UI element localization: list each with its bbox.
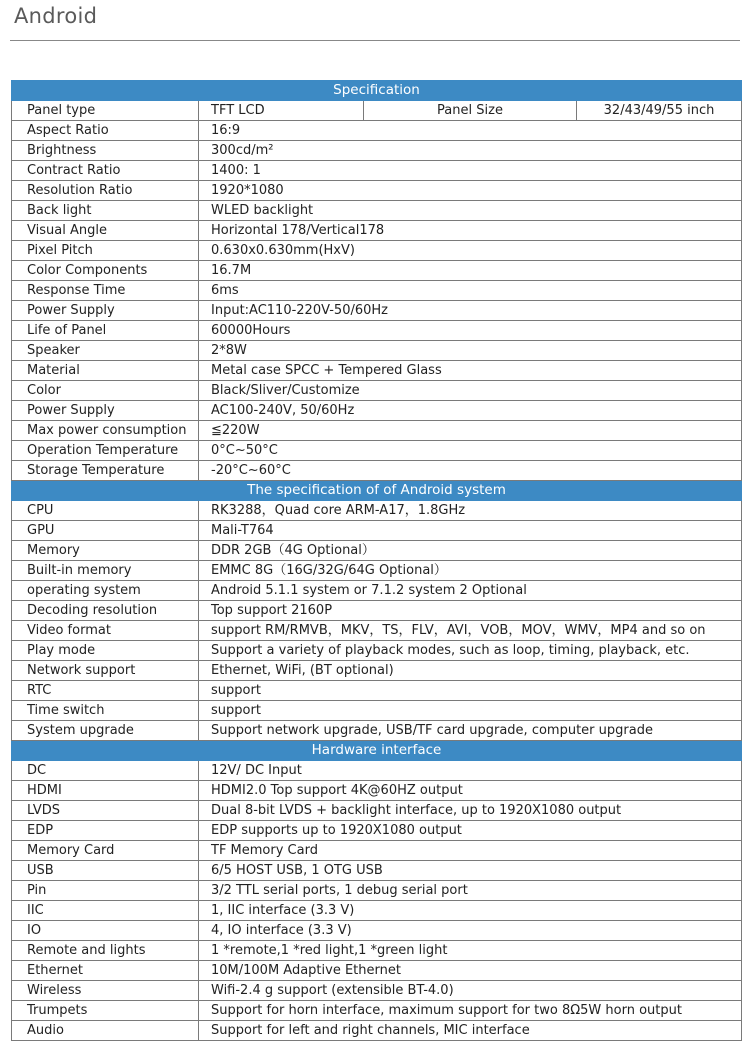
row-value: 3/2 TTL serial ports, 1 debug serial port xyxy=(199,881,742,901)
title-divider xyxy=(10,40,740,41)
row-label: Remote and lights xyxy=(12,941,199,961)
table-row xyxy=(12,261,742,281)
panel-size-label: Panel Size xyxy=(364,101,577,121)
table-row xyxy=(12,881,742,901)
row-value: 0°C~50°C xyxy=(199,441,742,461)
row-label: Speaker xyxy=(12,341,199,361)
table-row xyxy=(12,961,742,981)
table-row xyxy=(12,181,742,201)
row-value: 2*8W xyxy=(199,341,742,361)
row-label: Brightness xyxy=(12,141,199,161)
row-label: Visual Angle xyxy=(12,221,199,241)
row-label: Decoding resolution xyxy=(12,601,199,621)
row-label: Color Components xyxy=(12,261,199,281)
row-value: 0.630x0.630mm(HxV) xyxy=(199,241,742,261)
table-row xyxy=(12,1001,742,1021)
row-value: 12V/ DC Input xyxy=(199,761,742,781)
table-row xyxy=(12,981,742,1001)
row-value: 300cd/m² xyxy=(199,141,742,161)
row-label: EDP xyxy=(12,821,199,841)
row-label: Built-in memory xyxy=(12,561,199,581)
table-row xyxy=(12,761,742,781)
row-value: Support network upgrade, USB/TF card upgrade, computer upgrade xyxy=(199,721,742,741)
table-row-panel-type xyxy=(12,101,742,121)
table-row xyxy=(12,561,742,581)
row-label: Operation Temperature xyxy=(12,441,199,461)
row-label: Ethernet xyxy=(12,961,199,981)
table-row xyxy=(12,321,742,341)
row-label: Video format xyxy=(12,621,199,641)
row-label: Max power consumption xyxy=(12,421,199,441)
table-row xyxy=(12,381,742,401)
row-value: WLED backlight xyxy=(199,201,742,221)
row-value: Input:AC110-220V-50/60Hz xyxy=(199,301,742,321)
section-header-android-system xyxy=(12,481,742,501)
row-value: Mali-T764 xyxy=(199,521,742,541)
section-title: The specification of of Android system xyxy=(12,481,742,501)
row-value: -20°C~60°C xyxy=(199,461,742,481)
row-label: DC xyxy=(12,761,199,781)
row-value: 1920*1080 xyxy=(199,181,742,201)
table-row xyxy=(12,921,742,941)
row-label: Network support xyxy=(12,661,199,681)
row-label: Pixel Pitch xyxy=(12,241,199,261)
row-label: Pin xyxy=(12,881,199,901)
row-value: TF Memory Card xyxy=(199,841,742,861)
row-label: Time switch xyxy=(12,701,199,721)
row-label: Panel type xyxy=(12,101,199,121)
row-value: AC100-240V, 50/60Hz xyxy=(199,401,742,421)
table-row xyxy=(12,241,742,261)
row-value: Top support 2160P xyxy=(199,601,742,621)
row-value: support xyxy=(199,701,742,721)
table-row xyxy=(12,1021,742,1041)
spec-table xyxy=(11,80,742,1041)
row-label: USB xyxy=(12,861,199,881)
row-value: Support for left and right channels, MIC interface xyxy=(199,1021,742,1041)
row-value: 60000Hours xyxy=(199,321,742,341)
row-value: 1400: 1 xyxy=(199,161,742,181)
table-row xyxy=(12,461,742,481)
row-value: EDP supports up to 1920X1080 output xyxy=(199,821,742,841)
table-row xyxy=(12,361,742,381)
section-header-specification xyxy=(12,81,742,101)
table-row xyxy=(12,221,742,241)
section-header-hardware-interface xyxy=(12,741,742,761)
table-row xyxy=(12,901,742,921)
row-value: support xyxy=(199,681,742,701)
row-label: Memory xyxy=(12,541,199,561)
row-value: Ethernet, WiFi, (BT optional) xyxy=(199,661,742,681)
row-value: Wifi-2.4 g support (extensible BT-4.0) xyxy=(199,981,742,1001)
row-label: RTC xyxy=(12,681,199,701)
row-value: RK3288，Quad core ARM-A17，1.8GHz xyxy=(199,501,742,521)
row-value: 10M/100M Adaptive Ethernet xyxy=(199,961,742,981)
row-label: Storage Temperature xyxy=(12,461,199,481)
table-row xyxy=(12,141,742,161)
table-row xyxy=(12,541,742,561)
table-row xyxy=(12,121,742,141)
row-label: Trumpets xyxy=(12,1001,199,1021)
table-row xyxy=(12,641,742,661)
section-title: Hardware interface xyxy=(12,741,742,761)
row-label: Audio xyxy=(12,1021,199,1041)
table-row xyxy=(12,421,742,441)
table-row xyxy=(12,861,742,881)
row-label: LVDS xyxy=(12,801,199,821)
table-row xyxy=(12,201,742,221)
table-row xyxy=(12,941,742,961)
table-row xyxy=(12,821,742,841)
row-value: Support a variety of playback modes, such as loop, timing, playback, etc. xyxy=(199,641,742,661)
table-row xyxy=(12,341,742,361)
row-label: Material xyxy=(12,361,199,381)
row-value: 6ms xyxy=(199,281,742,301)
row-value: 1 *remote,1 *red light,1 *green light xyxy=(199,941,742,961)
table-row xyxy=(12,661,742,681)
row-value: support RM/RMVB，MKV，TS，FLV，AVI，VOB，MOV，WMV，MP4 and so on xyxy=(199,621,742,641)
table-row xyxy=(12,601,742,621)
row-value: ≦220W xyxy=(199,421,742,441)
table-row xyxy=(12,721,742,741)
row-label: Aspect Ratio xyxy=(12,121,199,141)
row-value: 4, IO interface (3.3 V) xyxy=(199,921,742,941)
row-label: Response Time xyxy=(12,281,199,301)
table-row xyxy=(12,621,742,641)
table-row xyxy=(12,401,742,421)
table-row xyxy=(12,801,742,821)
table-row xyxy=(12,581,742,601)
row-label: Resolution Ratio xyxy=(12,181,199,201)
row-value: Metal case SPCC + Tempered Glass xyxy=(199,361,742,381)
page-title: Android xyxy=(14,4,98,28)
row-value: 1, IIC interface (3.3 V) xyxy=(199,901,742,921)
table-row xyxy=(12,161,742,181)
table-row xyxy=(12,521,742,541)
row-label: Back light xyxy=(12,201,199,221)
row-label: System upgrade xyxy=(12,721,199,741)
row-label: IO xyxy=(12,921,199,941)
row-value: Horizontal 178/Vertical178 xyxy=(199,221,742,241)
table-row xyxy=(12,301,742,321)
row-label: Memory Card xyxy=(12,841,199,861)
row-label: GPU xyxy=(12,521,199,541)
row-label: IIC xyxy=(12,901,199,921)
row-value: Android 5.1.1 system or 7.1.2 system 2 Optional xyxy=(199,581,742,601)
row-label: Contract Ratio xyxy=(12,161,199,181)
row-label: CPU xyxy=(12,501,199,521)
row-value: Support for horn interface, maximum support for two 8Ω5W horn output xyxy=(199,1001,742,1021)
row-value: 16:9 xyxy=(199,121,742,141)
table-row xyxy=(12,501,742,521)
row-value: EMMC 8G（16G/32G/64G Optional） xyxy=(199,561,742,581)
table-row xyxy=(12,701,742,721)
row-value: TFT LCD xyxy=(199,101,364,121)
row-value: 16.7M xyxy=(199,261,742,281)
row-label: Color xyxy=(12,381,199,401)
row-label: Play mode xyxy=(12,641,199,661)
row-value: Dual 8-bit LVDS + backlight interface, up to 1920X1080 output xyxy=(199,801,742,821)
row-value: Black/Sliver/Customize xyxy=(199,381,742,401)
row-label: Power Supply xyxy=(12,301,199,321)
row-value: DDR 2GB（4G Optional） xyxy=(199,541,742,561)
row-value: 6/5 HOST USB, 1 OTG USB xyxy=(199,861,742,881)
table-row xyxy=(12,781,742,801)
section-title: Specification xyxy=(12,81,742,101)
row-label: Wireless xyxy=(12,981,199,1001)
row-label: Power Supply xyxy=(12,401,199,421)
row-value: HDMI2.0 Top support 4K@60HZ output xyxy=(199,781,742,801)
panel-size-value: 32/43/49/55 inch xyxy=(577,101,742,121)
table-row xyxy=(12,841,742,861)
table-row xyxy=(12,441,742,461)
row-label: Life of Panel xyxy=(12,321,199,341)
table-row xyxy=(12,281,742,301)
table-row xyxy=(12,681,742,701)
row-label: operating system xyxy=(12,581,199,601)
row-label: HDMI xyxy=(12,781,199,801)
